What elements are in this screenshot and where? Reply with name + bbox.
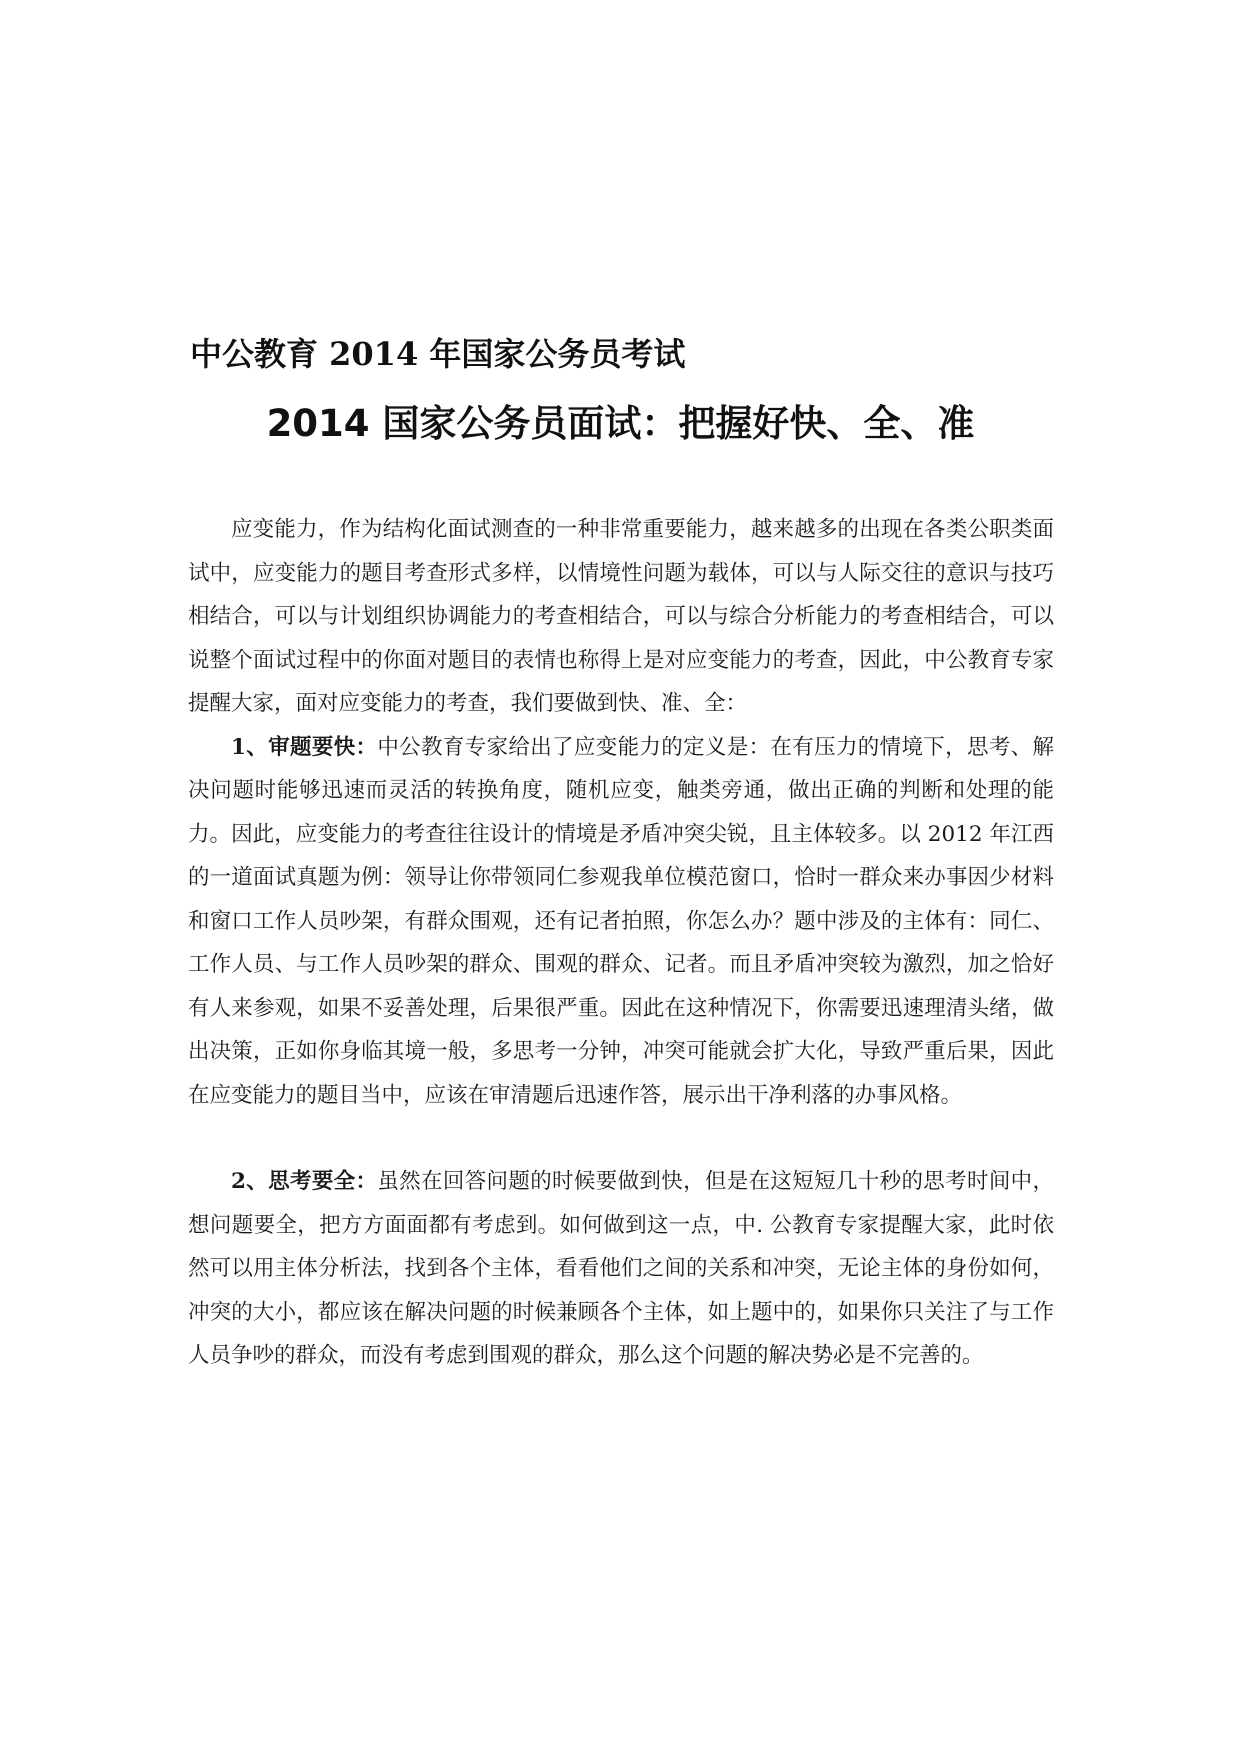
- point-label-2: 2、思考要全：: [231, 1169, 378, 1194]
- point-label-1: 1、审题要快：: [231, 734, 378, 760]
- point-paragraph-2: [188, 1160, 1054, 1378]
- paragraph-gap: [188, 1117, 1054, 1160]
- intro-paragraph: 应变能力，作为结构化面试测查的一种非常重要能力，越来越多的出现在各类公职类面试中，应变能力的题目考查形式多样，以情境性问题为载体，可以与人际交往的意识与技巧相结合，可以与计划组织协调能力的考查相结合，可以与综合分析能力的考查相结合，可以说整个面试过程中的你面对题目的表情也称得上是对应变能力的考查，因此，中公教育专家提醒大家，面对应变能力的考查，我们要做到快、准、全：: [188, 517, 1054, 716]
- point-paragraph-1: [188, 726, 1054, 1118]
- point-text-1: 中公教育专家给出了应变能力的定义是：在有压力的情境下，思考、解决问题时能够迅速而灵活的转换角度，随机应变，触类旁通，做出正确的判断和处理的能力。因此，应变能力的考查往往设计的情境是矛盾冲突尖锐，且主体较多。以 2012 年江西的一道面试真题为例：领导让你带领同仁参观我单位模范窗口，恰时一群众来办事因少材料和窗口工作人员吵架，有群众围观，还有记者拍照，你怎么办？题中涉及的主体有：同仁、工作人员、与工作人员吵架的群众、围观的群众、记者。而且矛盾冲突较为激烈，加之恰好有人来参观，如果不妥善处理，后果很严重。因此在这种情况下，你需要迅速理清头绪，做出决策，正如你身临其境一般，多思考一分钟，冲突可能就会扩大化，导致严重后果，因此在应变能力的题目当中，应该在审清题后迅速作答，展示出干净利落的办事风格。: [188, 734, 1054, 1108]
- article-body: [188, 508, 1054, 1378]
- page-title: 2014 国家公务员面试：把握好快、全、准: [266, 402, 975, 445]
- point-text-2: 虽然在回答问题的时候要做到快，但是在这短短几十秒的思考时间中，想问题要全，把方方面面都有考虑到。如何做到这一点，中. 公教育专家提醒大家，此时依然可以用主体分析法，找到各个主体，看看他们之间的关系和冲突，无论主体的身份如何，冲突的大小，都应该在解决问题的时候兼顾各个主体，如上题中的，如果你只关注了与工作人员争吵的群众，而没有考虑到围观的群众，那么这个问题的解决势必是不完善的。: [188, 1169, 1054, 1368]
- document-header: 中公教育 2014 年国家公务员考试: [190, 335, 686, 373]
